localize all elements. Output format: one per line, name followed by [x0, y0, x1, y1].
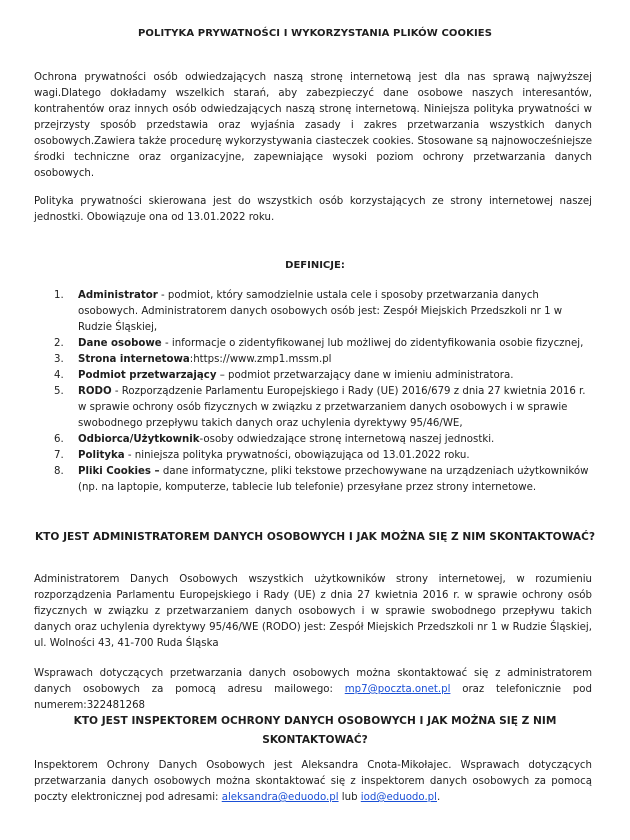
inspector-email-link-2[interactable]: iod@eduodo.pl	[360, 792, 437, 803]
inspector-text-or: lub	[338, 792, 361, 803]
definition-number: 8.	[54, 466, 64, 477]
definition-number: 5.	[54, 386, 64, 397]
scope-paragraph: Polityka prywatności skierowana jest do wszystkich osób korzystających ze strony internetowej naszej jednostki. Obowiązuje ona od 13.01.2022 roku.	[34, 196, 592, 223]
definition-term: Podmiot przetwarzający	[78, 370, 217, 381]
definition-text: :https://www.zmp1.mssm.pl	[189, 354, 332, 365]
definition-term: Pliki Cookies –	[78, 466, 160, 477]
definition-term: Odbiorca/Użytkownik	[78, 434, 200, 445]
definition-text: - niniejsza polityka prywatności, obowiązująca od 13.01.2022 roku.	[124, 450, 470, 461]
definition-text: – podmiot przetwarzający dane w imieniu administratora.	[216, 370, 514, 381]
inspector-text: Inspektorem Ochrony Danych Osobowych jest Aleksandra Cnota-Mikołajec. Wsprawach dotyczących przetwarzania danych osobowych można skontaktować się z inspektorem danych osobowych za pomocą poczty elektronicznej pod adresami:	[34, 760, 592, 803]
definition-item	[34, 352, 596, 368]
inspector-text-end: .	[436, 792, 441, 803]
definition-item	[34, 384, 596, 432]
definition-term: Administrator	[78, 290, 158, 301]
definition-number: 6.	[54, 434, 64, 445]
definition-number: 7.	[54, 450, 64, 461]
inspector-email-link-1[interactable]: aleksandra@eduodo.pl	[221, 792, 339, 803]
definition-number: 4.	[54, 370, 64, 381]
definition-term: RODO	[78, 386, 112, 397]
administrator-contact-paragraph	[34, 666, 592, 714]
administrator-paragraph: Administratorem Danych Osobowych wszystkich użytkowników strony internetowej, w rozumieniu rozporządzenia Parlamentu Europejskiego i Rady (UE) z dnia 27 kwietnia 2016 r. w sprawie ochrony osób fizycznych w związku z przetwarzaniem danych osobowych i w sprawie swobodnego przepływu takich danych oraz uchylenia dyrektywy 95/46/WE (RODO) jest: Zespół Miejskich Przedszkoli nr 1 w Rudzie Śląskiej, ul. Wolności 43, 41-700 Ruda Śląska	[34, 574, 592, 649]
definition-term: Polityka	[78, 450, 125, 461]
page-title: POLITYKA PRYWATNOŚCI I WYKORZYSTANIA PLIKÓW COOKIES	[137, 28, 493, 39]
contact-phone-text: oraz telefonicznie pod numerem:322481268	[34, 684, 592, 711]
definition-term: Strona internetowa	[78, 354, 190, 365]
definition-text: dane informatyczne, pliki tekstowe przechowywane na urządzeniach użytkowników (np. na laptopie, komputerze, tablecie lub telefonie) przesyłane przez strony internetowe.	[78, 466, 589, 493]
definition-item	[34, 432, 596, 448]
inspector-paragraph	[34, 758, 592, 806]
definitions-list	[34, 288, 596, 496]
definition-number: 3.	[54, 354, 64, 365]
administrator-heading: KTO JEST ADMINISTRATOREM DANYCH OSOBOWYCH I JAK MOŻNA SIĘ Z NIM SKONTAKTOWAĆ?	[34, 531, 596, 543]
definition-number: 2.	[54, 338, 64, 349]
definition-item	[34, 448, 596, 464]
administrator-email-link[interactable]: mp7@poczta.onet.pl	[344, 684, 451, 695]
definition-item	[34, 368, 596, 384]
intro-paragraph: Ochrona prywatności osób odwiedzających naszą stronę internetową jest dla nas sprawą najwyższej wagi.Dlatego dokładamy wszelkich starań, aby zabezpieczyć dane osobowe naszych interesantów, kontrahentów oraz innych osób odwiedzających naszą stronę internetową. Niniejsza polityka prywatności w przejrzysty sposób przedstawia oraz wyjaśnia zasady i zakres przetwarzania wszystkich danych osobowych.Zawiera także procedurę wykorzystywania ciasteczek cookies. Stosowane są najnowocześniejsze środki techniczne oraz organizacyjne, zapewniające wysoki poziom ochrony przetwarzania danych osobowych.	[34, 72, 592, 179]
definition-number: 1.	[54, 290, 64, 301]
definition-term: Dane osobowe	[78, 338, 162, 349]
definition-text: -osoby odwiedzające stronę internetową naszej jednostki.	[199, 434, 495, 445]
definition-item	[34, 464, 596, 496]
inspector-heading: KTO JEST INSPEKTOREM OCHRONY DANYCH OSOBOWYCH I JAK MOŻNA SIĘ Z NIM SKONTAKTOWAĆ?	[73, 715, 557, 746]
definition-text: - podmiot, który samodzielnie ustala cele i sposoby przetwarzania danych osobowych. Administratorem danych osobowych osób jest: Zespół Miejskich Przedszkoli nr 1 w Rudzie Śląskiej,	[78, 290, 563, 333]
definition-item	[34, 288, 596, 336]
contact-text: Wsprawach dotyczących przetwarzania danych osobowych można skontaktować się z administratorem danych osobowych za pomocą adresu mailowego:	[34, 668, 592, 695]
definition-text: - Rozporządzenie Parlamentu Europejskiego i Rady (UE) 2016/679 z dnia 27 kwietnia 2016 r. w sprawie ochrony osób fizycznych w związku z przetwarzaniem danych osobowych i w sprawie swobodnego przepływu takich danych oraz uchylenia dyrektywy 95/46/WE,	[78, 386, 586, 429]
definitions-heading: DEFINICJE:	[285, 260, 345, 271]
definition-text: - informacje o zidentyfikowanej lub możliwej do zidentyfikowania osobie fizycznej,	[161, 338, 584, 349]
definition-item	[34, 336, 596, 352]
